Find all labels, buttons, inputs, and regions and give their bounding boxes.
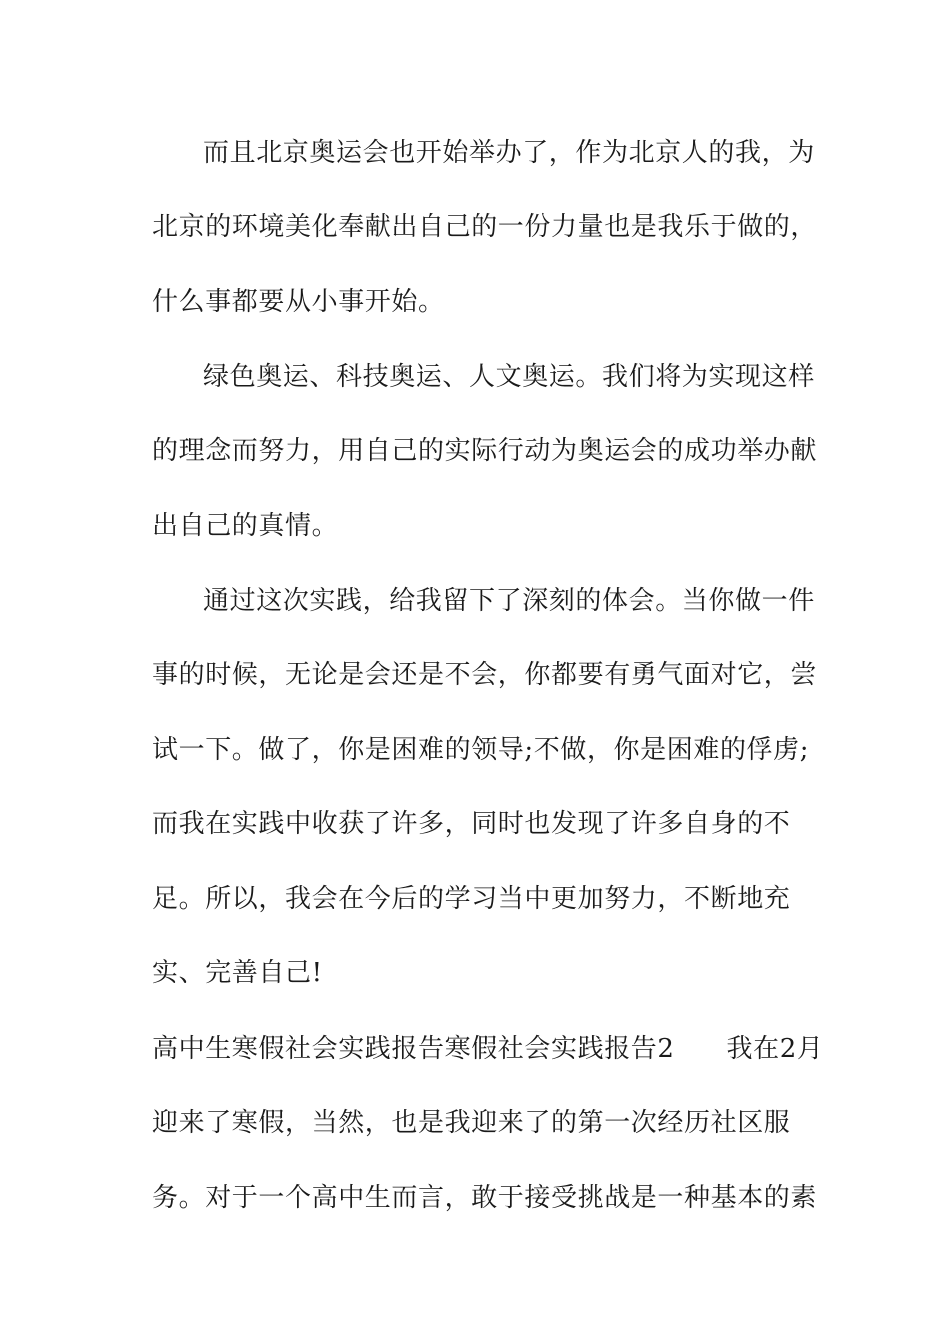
paragraph-1-line-3: 什么事都要从小事开始。 (152, 287, 445, 317)
paragraph-1-line-2: 北京的环境美化奉献出自己的一份力量也是我乐于做的， (152, 212, 818, 242)
section-heading-line (152, 1034, 824, 1064)
paragraph-3-line-5: 足。所以，我会在今后的学习当中更加努力，不断地充 (152, 884, 791, 914)
section-line-1: 迎来了寒假，当然，也是我迎来了的第一次经历社区服 (152, 1108, 791, 1138)
paragraph-2-line-3: 出自己的真情。 (152, 511, 339, 541)
paragraph-3-line-4: 而我在实践中收获了许多，同时也发现了许多自身的不 (152, 809, 791, 839)
paragraph-2-line-2: 的理念而努力，用自己的实际行动为奥运会的成功举办献 (152, 436, 818, 466)
section-heading-tail: 我在2月 (726, 1034, 824, 1064)
paragraph-3-line-2: 事的时候，无论是会还是不会，你都要有勇气面对它，尝 (152, 660, 818, 690)
paragraph-3-line-3: 试一下。做了，你是困难的领导;不做，你是困难的俘虏; (152, 735, 810, 765)
section-heading: 高中生寒假社会实践报告寒假社会实践报告2 (152, 1034, 675, 1064)
paragraph-3-line-6: 实、完善自己! (152, 958, 323, 988)
paragraph-2-line-1: 绿色奥运、科技奥运、人文奥运。我们将为实现这样 (203, 362, 815, 392)
section-line-2: 务。对于一个高中生而言，敢于接受挑战是一种基本的素 (152, 1183, 818, 1213)
paragraph-1-line-1: 而且北京奥运会也开始举办了，作为北京人的我，为 (203, 138, 815, 168)
paragraph-3-line-1: 通过这次实践，给我留下了深刻的体会。当你做一件 (203, 586, 815, 616)
